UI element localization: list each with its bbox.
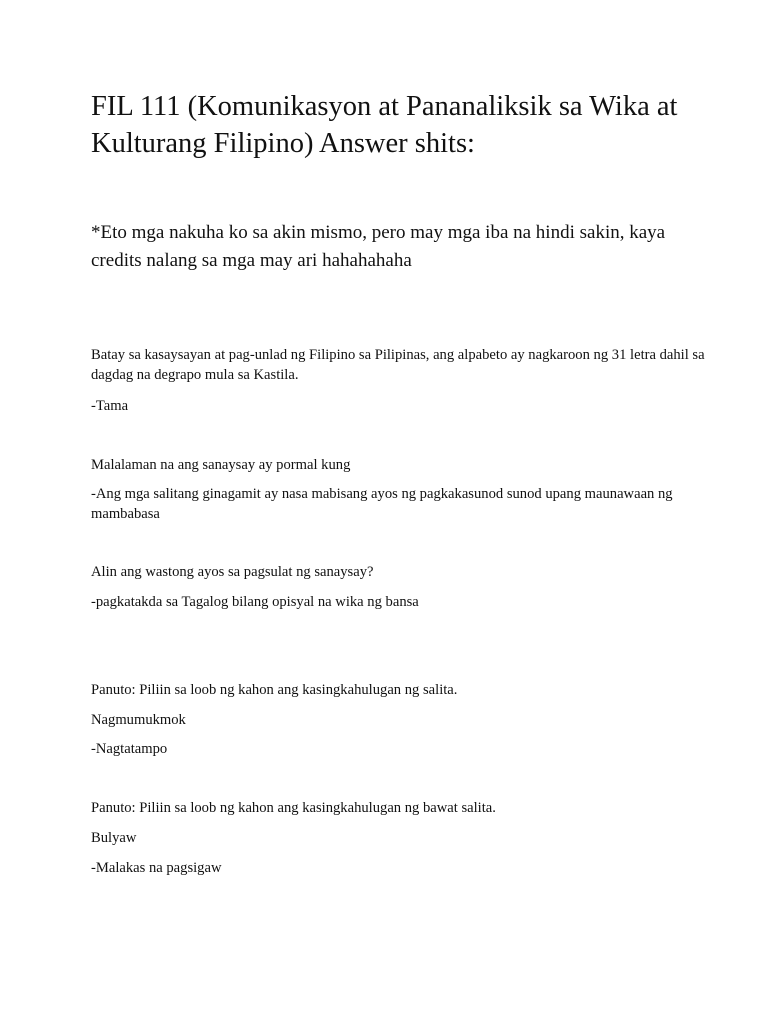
- intro-note: *Eto mga nakuha ko sa akin mismo, pero may mga iba na hindi sakin, kaya credits nalang sa mga may ari hahahahaha: [91, 222, 666, 271]
- word-4: Nagmumukmok: [91, 712, 186, 728]
- question-5: Panuto: Piliin sa loob ng kahon ang kasingkahulugan ng bawat salita.: [91, 800, 496, 816]
- question-2: Malalaman na ang sanaysay ay pormal kung: [91, 457, 351, 473]
- question-3: Alin ang wastong ayos sa pagsulat ng sanaysay?: [91, 564, 374, 580]
- word-5: Bulyaw: [91, 830, 137, 846]
- answer-4: -Nagtatampo: [91, 741, 168, 757]
- answer-1: -Tama: [91, 398, 129, 414]
- document-title: FIL 111 (Komunikasyon at Pananaliksik sa Wika at Kulturang Filipino) Answer shits:: [91, 91, 678, 159]
- question-4: Panuto: Piliin sa loob ng kahon ang kasingkahulugan ng salita.: [91, 682, 458, 698]
- answer-3: -pagkatakda sa Tagalog bilang opisyal na wika ng bansa: [91, 594, 419, 610]
- question-1: Batay sa kasaysayan at pag-unlad ng Filipino sa Pilipinas, ang alpabeto ay nagkaroon ng 31 letra dahil sa dagdag na degrapo mula sa Kastila.: [91, 347, 705, 383]
- answer-2: -Ang mga salitang ginagamit ay nasa mabisang ayos ng pagkakasunod sunod upang maunawaan ng mambabasa: [91, 486, 673, 522]
- answer-5: -Malakas na pagsigaw: [91, 860, 222, 876]
